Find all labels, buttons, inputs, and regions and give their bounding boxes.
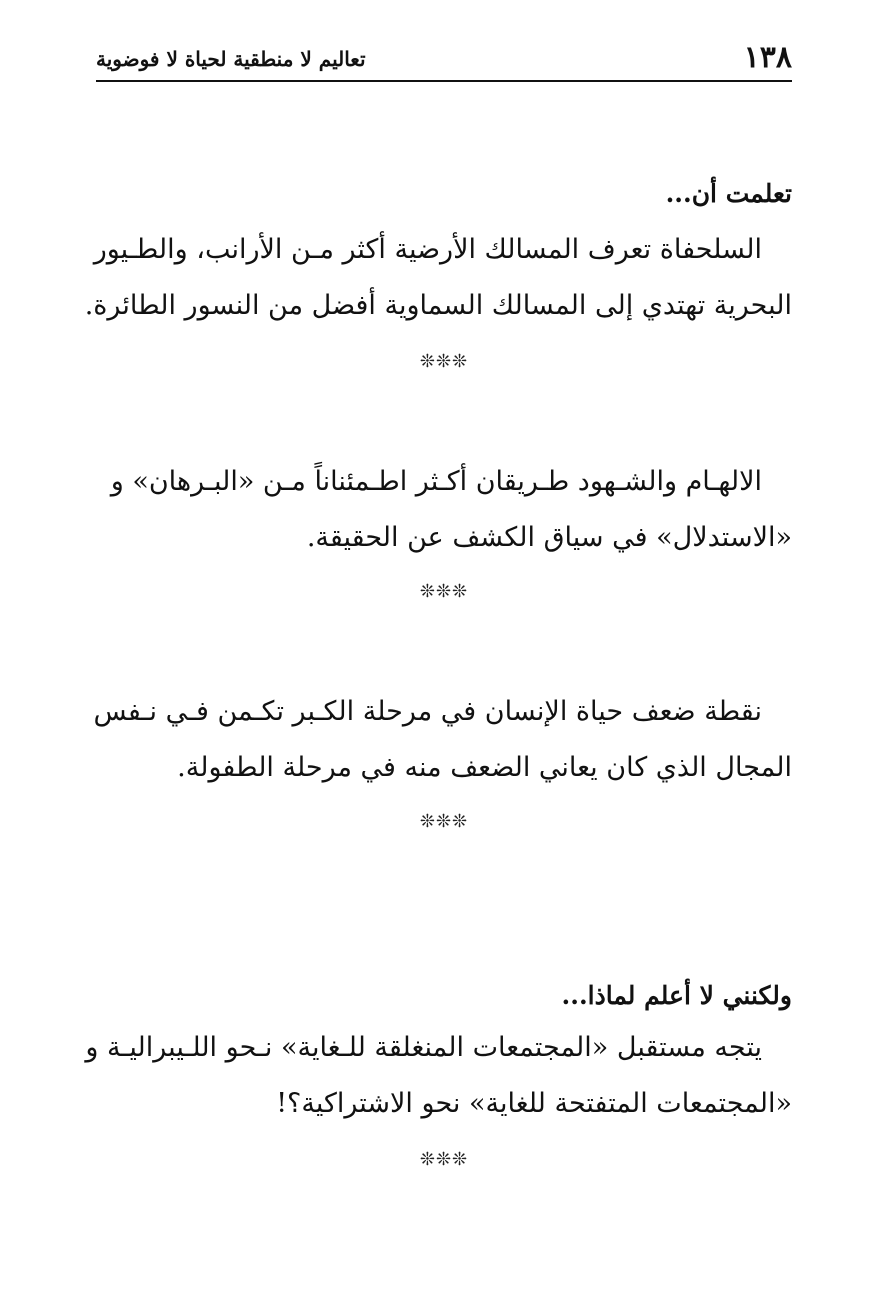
- page-number: ١٣٨: [743, 40, 792, 75]
- book-title: تعاليم لا منطقية لحياة لا فوضوية: [96, 47, 366, 71]
- section-heading-learned: تعلمت أن...: [665, 179, 792, 208]
- section-separator: ❊❊❊: [419, 811, 469, 832]
- paragraph-line: نقطة ضعف حياة الإنسان في مرحلة الكـبر تكـمن فـي نـفس: [93, 696, 762, 727]
- section-heading-dont-know: ولكنني لا أعلم لماذا...: [561, 981, 792, 1010]
- paragraph-old-age: [93, 684, 792, 796]
- paragraph-line: «المجتمعات المتفتحة للغاية» نحو الاشتراكية؟!: [276, 1088, 792, 1119]
- paragraph-line: يتجه مستقبل «المجتمعات المنغلقة للـغاية» نـحو اللـيبراليـة و: [85, 1032, 762, 1063]
- section-separator: ❊❊❊: [419, 351, 469, 372]
- paragraph-inspiration: [96, 454, 792, 566]
- page-body: [84, 0, 792, 1316]
- paragraph-line: المجال الذي كان يعاني الضعف منه في مرحلة الطفولة.: [177, 752, 792, 783]
- paragraph-line: «الاستدلال» في سياق الكشف عن الحقيقة.: [306, 522, 792, 553]
- section-separator: ❊❊❊: [419, 1149, 469, 1170]
- paragraph-line: البحرية تهتدي إلى المسالك السماوية أفضل من النسور الطائرة.: [84, 290, 792, 321]
- paragraph-tortoise: [84, 222, 792, 334]
- paragraph-line: الالهـام والشـهود طـريقان أكـثر اطـمئناناً مـن «البـرهان» و: [110, 466, 762, 497]
- paragraph-line: السلحفاة تعرف المسالك الأرضية أكثر مـن الأرانب، والطـيور: [93, 234, 762, 265]
- paragraph-societies: [85, 1020, 792, 1132]
- section-separator: ❊❊❊: [419, 581, 469, 602]
